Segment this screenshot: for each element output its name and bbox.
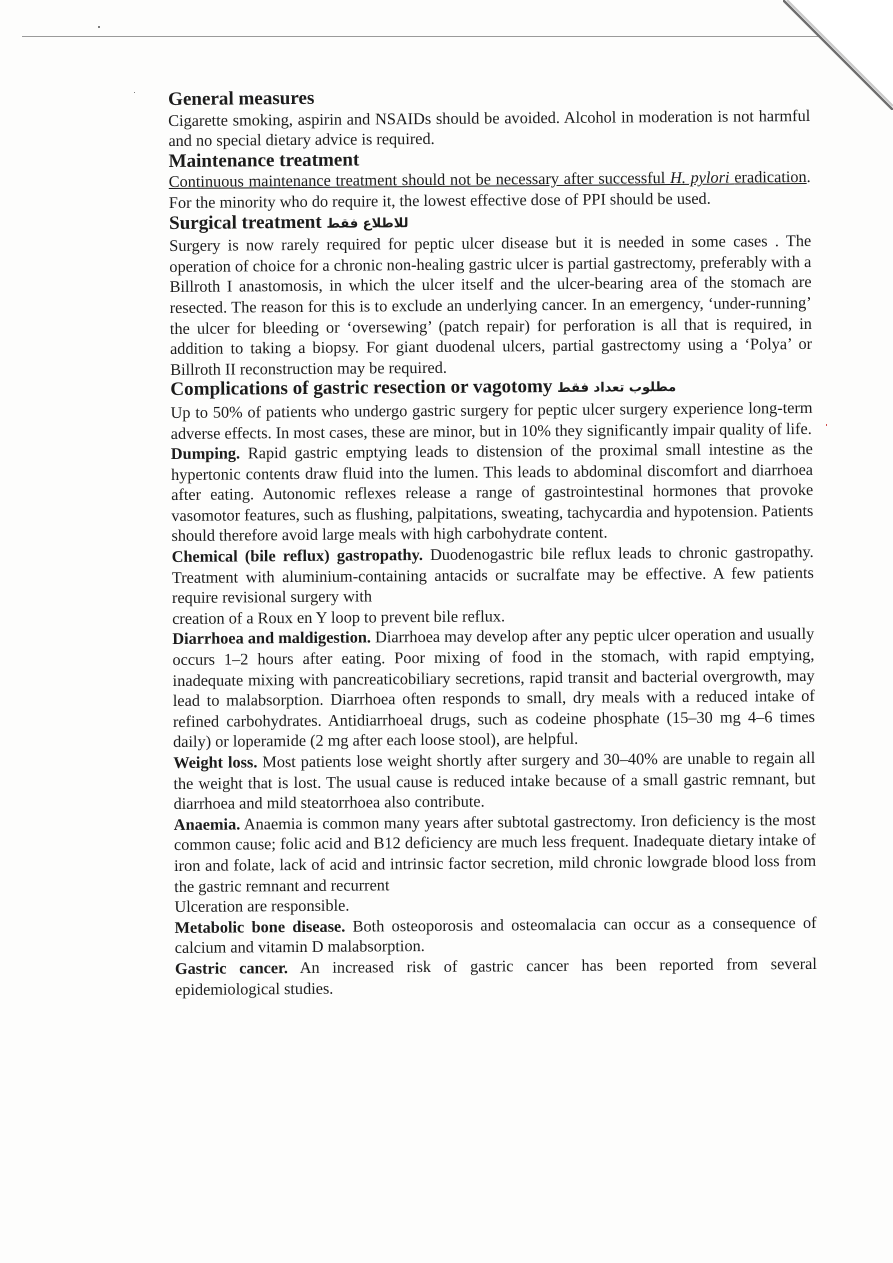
paragraph-general-measures: Cigarette smoking, aspirin and NSAIDs should be avoided. Alcohol in moderation is not harmful and no special dietary advice is required. (168, 105, 811, 151)
heading-general-measures: General measures (167, 87, 315, 110)
scan-speck (98, 26, 100, 28)
underlined-statement: Continuous maintenance treatment should not be necessary after successful H. pylori eradication (168, 167, 807, 192)
paragraph-anaemia-cont: Ulceration are responsible. (174, 895, 350, 917)
run-in-heading: Anaemia. (173, 814, 241, 834)
heading-maintenance-treatment: Maintenance treatment (168, 149, 360, 172)
run-in-heading: Weight loss. (173, 752, 258, 772)
run-in-heading: Gastric cancer. (174, 958, 288, 978)
paragraph-chemical-gastropathy: Chemical (bile reflux) gastropathy. Duodenogastric bile reflux leads to chronic gastropathy. Treatment with aluminium-containing antacids or sucralfate may be effective. A few patients require revisional surgery with (171, 542, 814, 608)
scan-speck (134, 92, 135, 93)
heading-surgical-treatment: Surgical treatment للاطلاع فقط (168, 211, 409, 234)
scan-speck (826, 424, 827, 426)
paragraph-gastric-cancer: Gastric cancer. An increased risk of gastric cancer has been reported from several epidemiological studies. (174, 953, 817, 999)
run-in-heading: Diarrhoea and maldigestion. (172, 627, 372, 649)
paragraph-weight-loss: Weight loss. Most patients lose weight shortly after surgery and 30–40% are unable to regain all the weight that is lost. The usual cause is reduced intake because of a small gastric remnant, but diarrhoea and mild steatorrhoea also contribute. (173, 747, 816, 814)
arabic-annotation: للاطلاع فقط (326, 215, 409, 232)
arabic-annotation: مطلوب تعداد فقط (557, 380, 677, 397)
paragraph-diarrhoea: Diarrhoea and maldigestion. Diarrhoea may develop after any peptic ulcer operation and usually occurs 1–2 hours after eating. Poor mixing of food in the stomach, with rapid emptying, inadequate mixing with pancreaticobiliary secretions, rapid transit and bacterial overgrowth, may lead to malabsorption. Diarrhoea often responds to small, dry meals with a reduced intake of refined carbohydrates. Antidiarrhoeal drugs, such as codeine phosphate (15–30 mg 4–6 times daily) or loperamide (2 mg after each loose stool), are helpful. (172, 624, 816, 752)
document-page (168, 85, 817, 1000)
paragraph-dumping: Dumping. Rapid gastric emptying leads to distension of the proximal small intestine as the hypertonic contents draw fluid into the lumen. This leads to abdominal discomfort and diarrhoea after eating. Autonomic reflexes release a range of gastrointestinal hormones that provoke vasomotor features, such as flushing, palpitations, sweating, tachycardia and hypotension. Patients should therefore avoid large meals with high carbohydrate content. (170, 439, 814, 546)
paragraph-maintenance-treatment: Continuous maintenance treatment should not be necessary after successful H. pylori eradication. For the minority who do require it, the lowest effective dose of PPI should be used. (168, 167, 811, 212)
run-in-heading: Chemical (bile reflux) gastropathy. (171, 545, 423, 567)
paragraph-complications: Up to 50% of patients who undergo gastric surgery for peptic ulcer surgery experience long-term adverse effects. In most cases, these are minor, but in 10% they significantly impair quality of life. (170, 397, 813, 443)
paragraph-chemical-gastropathy-cont: creation of a Roux en Y loop to prevent bile reflux. (172, 606, 506, 628)
run-in-heading: Metabolic bone disease. (174, 916, 346, 937)
run-in-heading: Dumping. (170, 443, 241, 464)
paragraph-metabolic-bone: Metabolic bone disease. Both osteoporosis and osteomalacia can occur as a consequence of calcium and vitamin D malabsorption. (174, 912, 817, 958)
paragraph-surgical-treatment: Surgery is now rarely required for peptic ulcer disease but it is needed in some cases . The operation of choice for a chronic non-healing gastric ulcer is partial gastrectomy, preferably with a Billroth I anastomosis, in which the ulcer itself and the ulcer-bearing area of the stomach are resected. The reason for this is to exclude an underlying cancer. In an emergency, ‘under-running’ the ulcer for bleeding or ‘oversewing’ (patch repair) for perforation is all that is required, in addition to taking a biopsy. For giant duodenal ulcers, partial gastrectomy using a ‘Polya’ or Billroth II reconstruction may be required. (169, 231, 813, 379)
scan-top-rule (22, 36, 827, 37)
heading-complications: Complications of gastric resection or vagotomy مطلوب تعداد فقط (170, 376, 677, 401)
paragraph-anaemia: Anaemia. Anaemia is common many years after subtotal gastrectomy. Iron deficiency is the most common cause; folic acid and B12 deficiency are much less frequent. Inadequate dietary intake of iron and folate, lack of acid and intrinsic factor secretion, mild chronic lowgrade blood loss from the gastric remnant and recurrent (173, 809, 817, 896)
